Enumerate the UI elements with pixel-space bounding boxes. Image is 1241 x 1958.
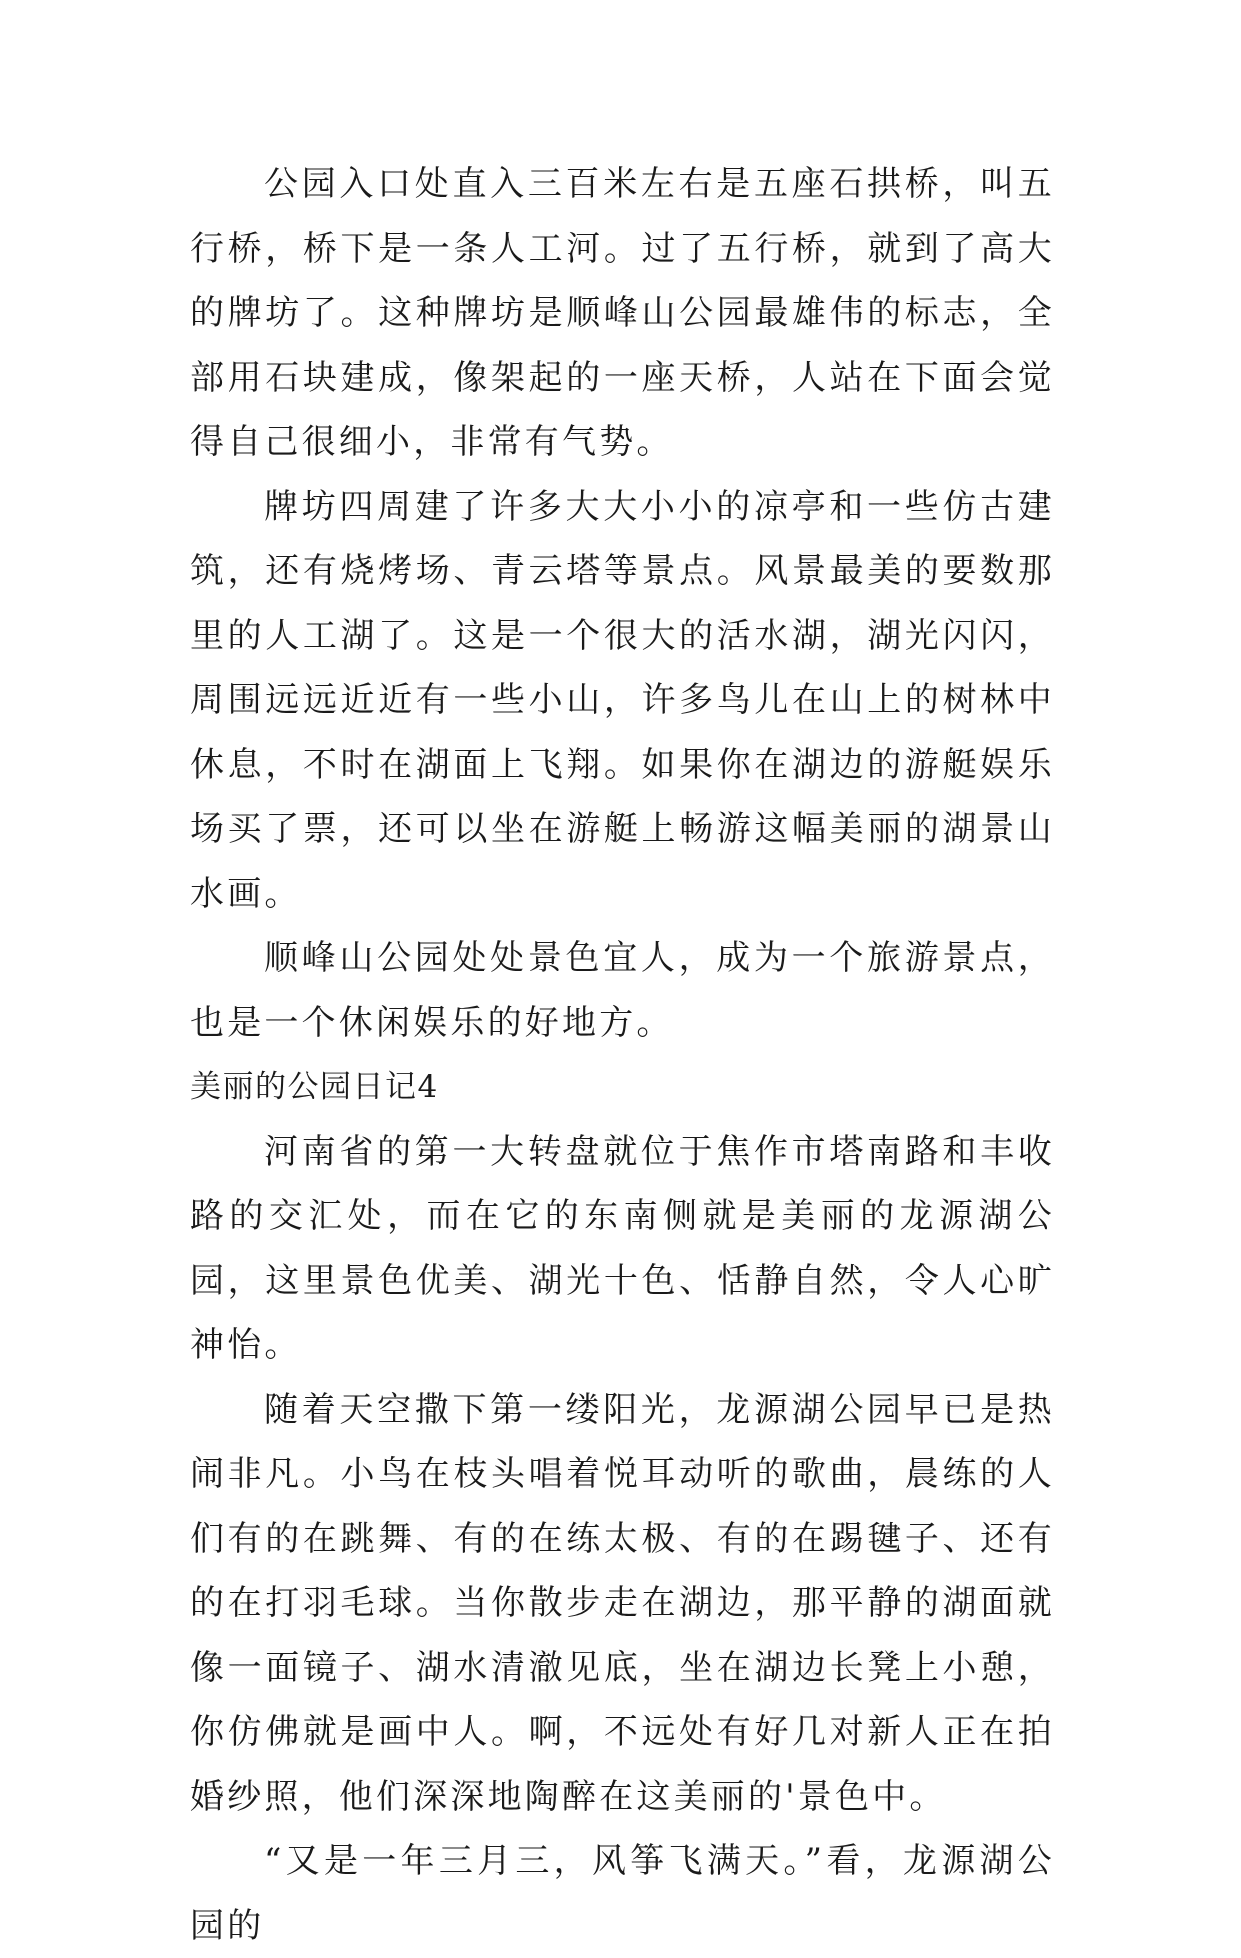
section-heading: 美丽的公园日记4 [190,1069,439,1105]
paragraph-kites: “又是一年三月三，风筝飞满天。”看，龙源湖公园的 [190,1841,1055,1946]
paragraph-artificial-lake: 牌坊四周建了许多大大小小的凉亭和一些仿古建筑，还有烧烤场、青云塔等景点。风景最美的要数那里的人工湖了。这是一个很大的活水湖，湖光闪闪，周围远远近近有一些小山，许多鸟儿在山上的树林中休息，不时在湖面上飞翔。如果你在湖边的游艇娱乐场买了票，还可以坐在游艇上畅游这幅美丽的湖景山水画。 [190,486,1055,914]
paragraph-morning-scene: 随着天空撒下第一缕阳光，龙源湖公园早已是热闹非凡。小鸟在枝头唱着悦耳动听的歌曲，晨练的人们有的在跳舞、有的在练太极、有的在踢毽子、还有的在打羽毛球。当你散步走在湖边，那平静的湖面就像一面镜子、湖水清澈见底，坐在湖边长凳上小憩，你仿佛就是画中人。啊，不远处有好几对新人正在拍婚纱照，他们深深地陶醉在这美丽的'景色中。 [190,1389,1055,1817]
document-body [190,152,1055,1958]
paragraph-shunfeng-summary: 顺峰山公园处处景色宜人，成为一个旅游景点，也是一个休闲娱乐的好地方。 [190,938,1055,1043]
paragraph-wuxing-bridge: 公园入口处直入三百米左右是五座石拱桥，叫五行桥，桥下是一条人工河。过了五行桥，就到了高大的牌坊了。这种牌坊是顺峰山公园最雄伟的标志，全部用石块建成，像架起的一座天桥，人站在下面会觉得自己很细小，非常有气势。 [190,164,1055,462]
paragraph-longyuan-intro: 河南省的第一大转盘就位于焦作市塔南路和丰收路的交汇处，而在它的东南侧就是美丽的龙源湖公园，这里景色优美、湖光十色、恬静自然，令人心旷神怡。 [190,1131,1055,1365]
